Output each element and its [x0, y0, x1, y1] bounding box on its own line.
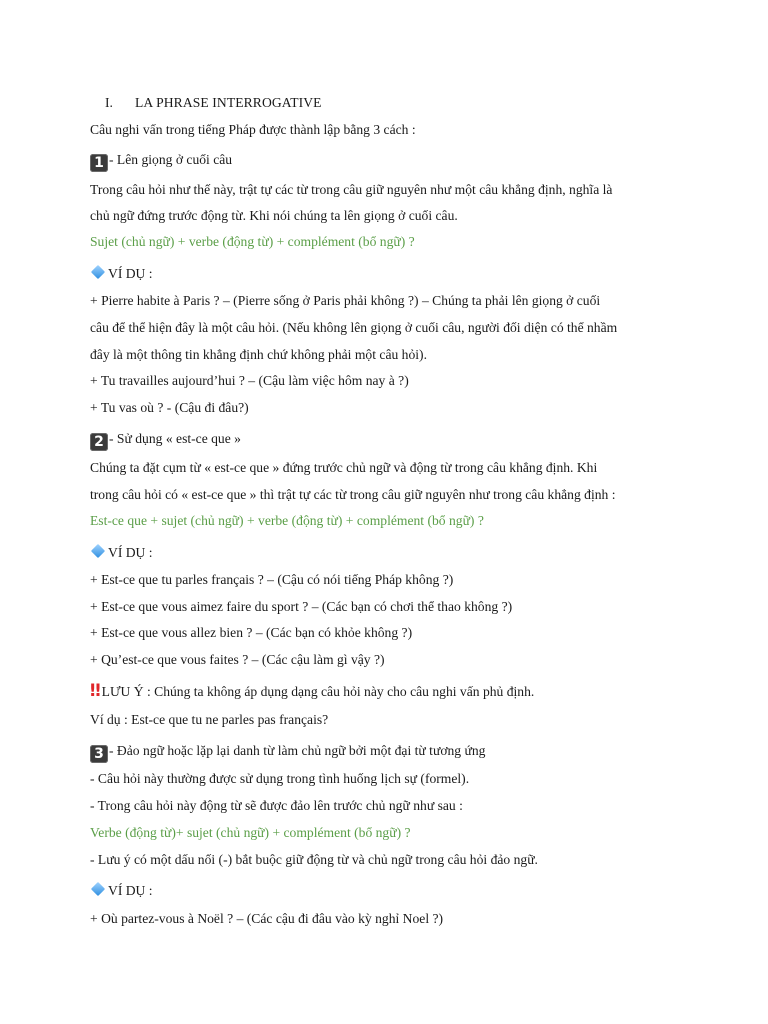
blue-diamond-icon [91, 882, 105, 896]
note-example: Ví dụ : Est-ce que tu ne parles pas français? [90, 712, 329, 727]
paragraph: - Trong câu hỏi này động từ sẽ được đảo lên trước chủ ngữ như sau : [90, 798, 463, 813]
example-item: + Qu’est-ce que vous faites ? – (Các cậu làm gì vậy ?) [90, 652, 385, 667]
note-text: LƯU Ý : Chúng ta không áp dụng dạng câu hỏi này cho câu nghi vấn phủ định. [101, 684, 535, 699]
example-item: + Est-ce que vous allez bien ? – (Các bạn có khỏe không ?) [90, 625, 413, 640]
method-title-text: - Sử dụng « est-ce que » [109, 431, 241, 446]
example-item: + Tu vas où ? - (Cậu đi đâu?) [90, 400, 249, 415]
note-line [90, 682, 534, 701]
example-header [90, 882, 153, 900]
blue-diamond-icon [91, 265, 105, 279]
method-2-title [90, 430, 241, 451]
formula: Verbe (động từ)+ sujet (chủ ngữ) + complément (bổ ngữ) ? [90, 825, 411, 840]
example-item: + Tu travailles aujourd’hui ? – (Cậu làm việc hôm nay à ?) [90, 373, 409, 388]
example-label: VÍ DỤ : [108, 545, 153, 560]
paragraph: chủ ngữ đứng trước động từ. Khi nói chúng ta lên giọng ở cuối câu. [90, 208, 458, 223]
keycap-3-icon: 3 [90, 745, 108, 763]
formula: Est-ce que + sujet (chủ ngữ) + verbe (động từ) + complément (bổ ngữ) ? [90, 513, 484, 528]
example-item: + Est-ce que vous aimez faire du sport ? – (Các bạn có chơi thể thao không ?) [90, 599, 513, 614]
method-3-title [90, 742, 485, 763]
example-item: câu để thể hiện đây là một câu hỏi. (Nếu không lên giọng ở cuối câu, người đối diện có thể nhầm [90, 320, 618, 335]
example-header [90, 544, 153, 562]
method-title-text: - Đảo ngữ hoặc lặp lại danh từ làm chủ ngữ bởi một đại từ tương ứng [109, 743, 486, 758]
paragraph: - Lưu ý có một dấu nối (-) bắt buộc giữ động từ và chủ ngữ trong câu hỏi đảo ngữ. [90, 852, 538, 867]
example-label: VÍ DỤ : [108, 266, 153, 281]
formula: Sujet (chủ ngữ) + verbe (động từ) + complément (bổ ngữ) ? [90, 234, 415, 249]
method-1-title [90, 151, 232, 172]
keycap-1-icon: 1 [90, 154, 108, 172]
heading-title: LA PHRASE INTERROGATIVE [135, 95, 322, 110]
paragraph: - Câu hỏi này thường được sử dụng trong tình huống lịch sự (formel). [90, 771, 470, 786]
example-item: + Est-ce que tu parles français ? – (Cậu có nói tiếng Pháp không ?) [90, 572, 454, 587]
example-label: VÍ DỤ : [108, 883, 153, 898]
example-item: + Pierre habite à Paris ? – (Pierre sống ở Paris phải không ?) – Chúng ta phải lên giọng ở cuối [90, 293, 601, 308]
intro-text: Câu nghi vấn trong tiếng Pháp được thành lập bằng 3 cách : [90, 122, 416, 137]
keycap-2-icon: 2 [90, 433, 108, 451]
section-heading [105, 94, 322, 112]
paragraph: Trong câu hỏi như thế này, trật tự các từ trong câu giữ nguyên như một câu khẳng định, nghĩa là [90, 182, 613, 197]
heading-number: I. [105, 95, 113, 110]
paragraph: Chúng ta đặt cụm từ « est-ce que » đứng trước chủ ngữ và động từ trong câu khẳng định. Khi [90, 460, 598, 475]
example-item: đây là một thông tin khẳng định chứ không phải một câu hỏi). [90, 347, 427, 362]
method-title-text: - Lên giọng ở cuối câu [109, 152, 233, 167]
paragraph: trong câu hỏi có « est-ce que » thì trật tự các từ trong câu giữ nguyên như trong câu khẳng định : [90, 487, 616, 502]
example-header [90, 265, 153, 283]
blue-diamond-icon [91, 544, 105, 558]
example-item: + Où partez-vous à Noël ? – (Các cậu đi đâu vào kỳ nghỉ Noel ?) [90, 911, 444, 926]
double-exclamation-icon: ‼ [90, 681, 100, 701]
